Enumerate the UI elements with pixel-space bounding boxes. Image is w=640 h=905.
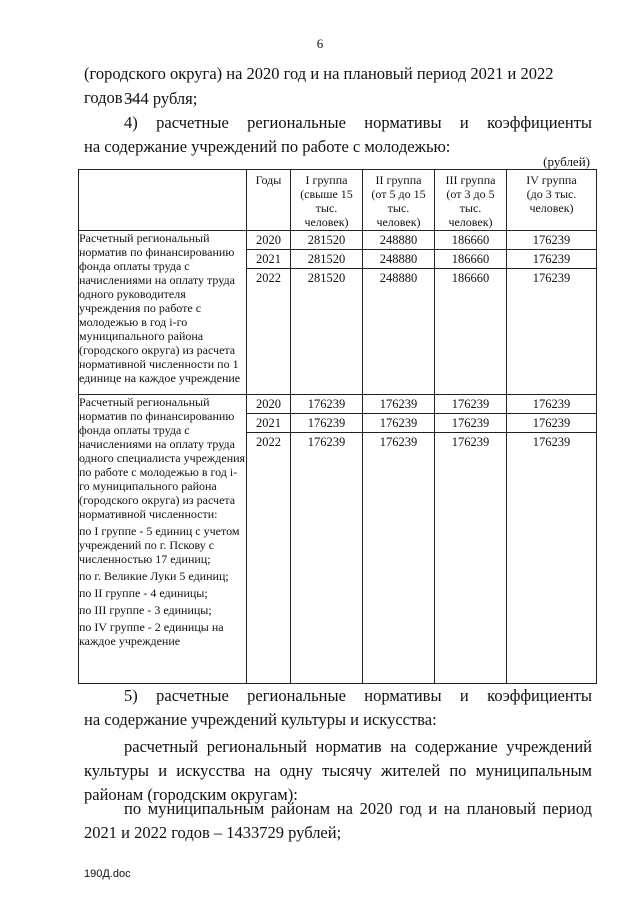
header-group-1: I группа (свыше 15 тыс. человек) xyxy=(291,170,363,231)
table-header-row xyxy=(79,170,597,231)
table-row-head-standard xyxy=(79,231,597,395)
header-years: Годы xyxy=(247,170,291,231)
paragraph-amount: 344 рубля; xyxy=(124,89,198,108)
unit-note: (рублей) xyxy=(543,154,590,169)
header-group-3: III группа (от 3 до 5 тыс. человек) xyxy=(435,170,507,231)
page-number: 6 xyxy=(316,36,324,51)
paragraph-item-5: 5) расчетные региональные нормативы и коэффициенты xyxy=(124,686,592,705)
header-group-2: II группа (от 5 до 15 тыс. человек) xyxy=(363,170,435,231)
row1-group-4: 176239 176239 176239 xyxy=(507,231,597,395)
row1-group-2: 248880 248880 248880 xyxy=(363,231,435,395)
header-empty xyxy=(79,170,247,231)
table-row-specialist-standard xyxy=(79,395,597,684)
row1-label: Расчетный региональный норматив по финансированию фонда оплаты труда с начислениями на оплату труда одного руководителя учреждения по работе с молодежью в год і-го муниципального района (городского округа) из расчета нормативной численности по 1 единице на каждое учреждение xyxy=(79,231,247,395)
row1-group-3: 186660 186660 186660 xyxy=(435,231,507,395)
row1-group-1: 281520 281520 281520 xyxy=(291,231,363,395)
paragraph-continuation: (городского округа) на 2020 год и на плановый период 2021 и 2022 годов – xyxy=(84,64,554,107)
row1-years: 2020 2021 2022 xyxy=(247,231,291,395)
youth-standards-table xyxy=(78,169,597,684)
row2-group-4: 176239 176239 176239 xyxy=(507,395,597,684)
header-group-4: IV группа (до 3 тыс. человек) xyxy=(507,170,597,231)
row2-group-3: 176239 176239 176239 xyxy=(435,395,507,684)
row2-years: 2020 2021 2022 xyxy=(247,395,291,684)
paragraph-culture-standard: расчетный региональный норматив на содержание учреждений культуры и искусства на одну тысячу жителей по муниципальным районам (городским округам): xyxy=(84,737,592,804)
row2-group-2: 176239 176239 176239 xyxy=(363,395,435,684)
paragraph-districts-amount: по муниципальным районам на 2020 год и на плановый период 2021 и 2022 годов – 1433729 рублей; xyxy=(84,799,592,842)
paragraph-item-4-cont: на содержание учреждений по работе с молодежью: xyxy=(84,137,451,156)
row2-label: Расчетный региональный норматив по финансированию фонда оплаты труда с начислениями на оплату труда одного специалиста учреждения по работе с молодежью в год і-го муниципального района (городского округа) из расчета нормативной численности: по I группе - 5 единиц с учетом учреждений по г. Пскову с численностью 17 единиц; по г. Великие Луки 5 единиц; по II группе - 4 единицы; по III группе - 3 единицы; по IV группе - 2 единицы на каждое учреждение xyxy=(79,395,247,684)
paragraph-item-5-cont: на содержание учреждений культуры и искусства: xyxy=(84,710,437,729)
row2-group-1: 176239 176239 176239 xyxy=(291,395,363,684)
paragraph-item-4: 4) расчетные региональные нормативы и коэффициенты xyxy=(124,113,592,132)
file-name-footer: 190Д.doc xyxy=(84,868,131,880)
